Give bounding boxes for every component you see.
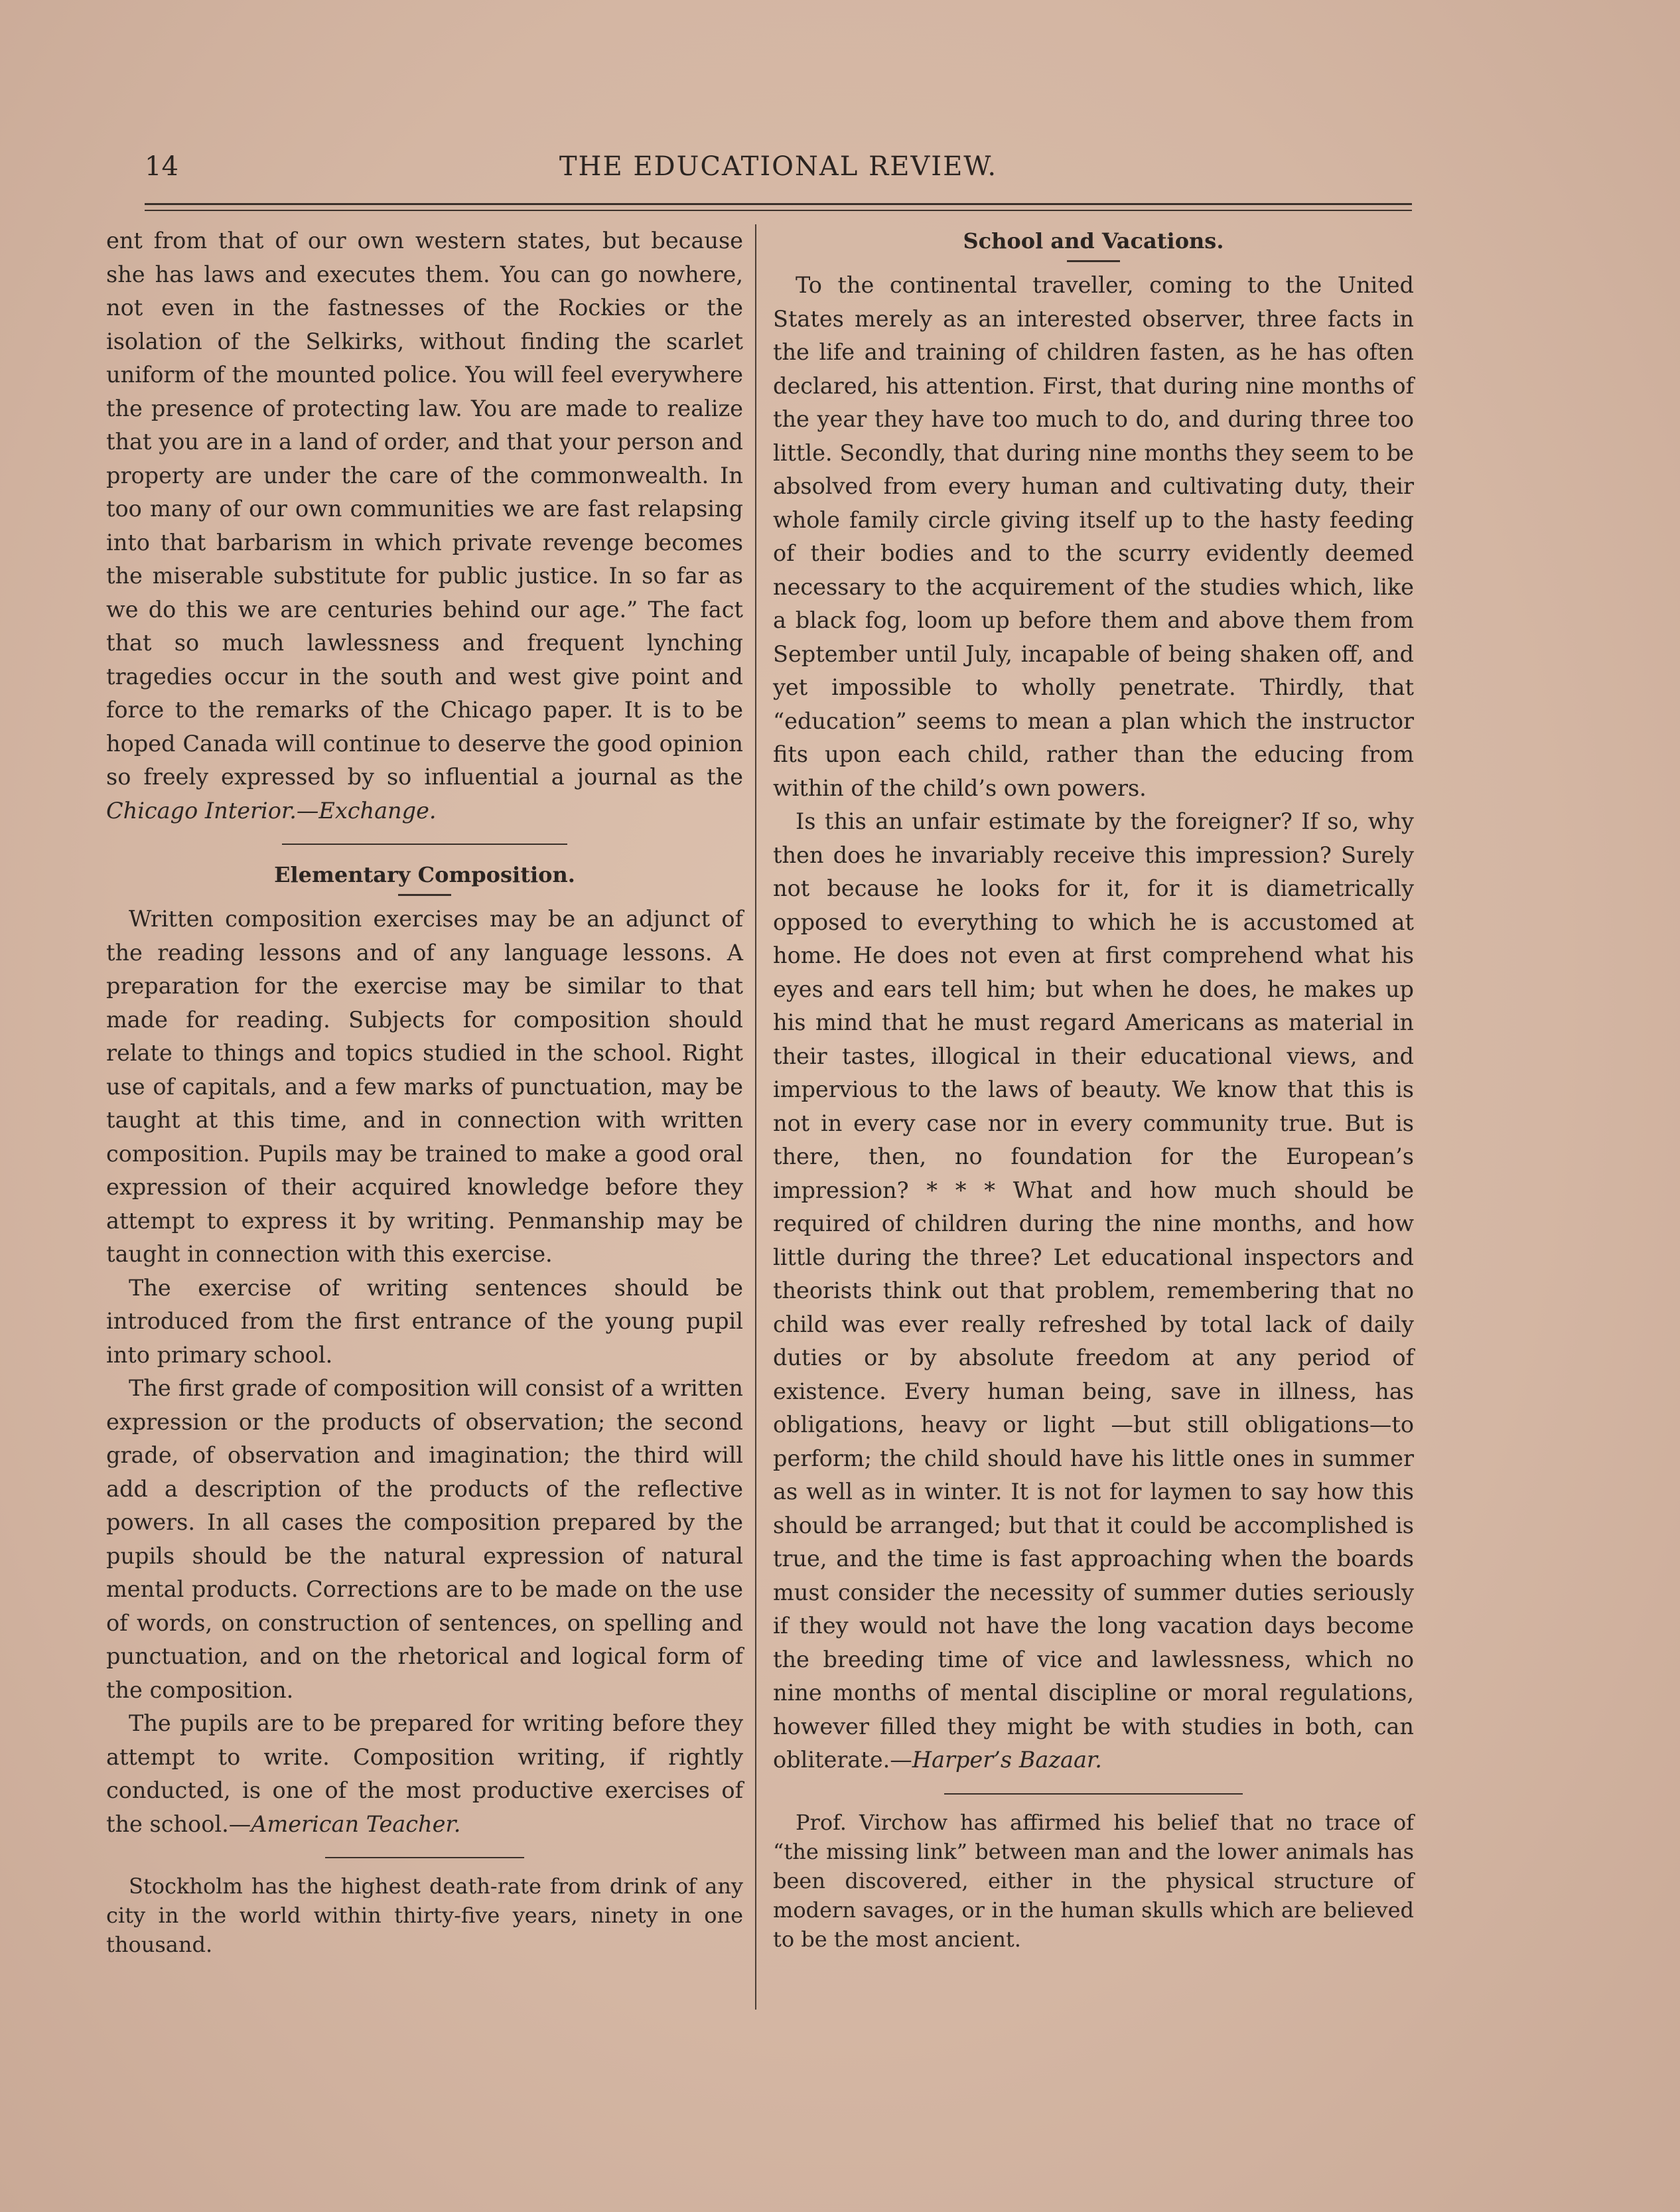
section-separator <box>282 844 567 845</box>
paragraph-source: American Teacher. <box>251 1810 461 1837</box>
virchow-note: Prof. Virchow has affirmed his belief that no trace of “the missing link” between man and the lower animals has been discovered, either in the physical structure of modern savages, or in the human skulls which are believed to be the most ancient. <box>773 1809 1414 1952</box>
note-separator <box>944 1793 1243 1795</box>
stockholm-note: Stockholm has the highest death-rate from drink of any city in the world within thirty-five years, ninety in one thousand. <box>106 1874 743 1957</box>
section-title-rule <box>398 894 451 896</box>
note-separator <box>325 1857 524 1858</box>
paragraph-text: Is this an unfair estimate by the foreigner? If so, why then does he invariably receive this impression? Surely not because he looks for it, for it is diametrically opposed to everything to which he is accustomed at home. He does not even at first comprehend what his eyes and ears tell him; but when he does, he makes up his mind that he must regard Americans as material in their tastes, illogical in their educational views, and impervious to the laws of beauty. We know that this is not in every case nor in every community true. But is there, then, no foundation for the European’s impression? * * * What and how much should be required of children during the nine months, and how little during the three? Let educational inspectors and theorists think out that problem, remembering that no child was ever really refreshed by total lack of daily duties or by absolute freedom at any period of existence. Every human being, save in illness, has obligations, heavy or light —but still obligations—to perform; the child should have his little ones in summer as well as in winter. It is not for laymen to say how this should be arranged; but that it could be accomplished is true, and the time is fast approaching when the boards must consider the necessity of summer duties seriously if they would not have the long vacation days become the breeding time of vice and lawlessness, which no nine months of mental discipline or moral regulations, however filled they might be with studies in both, can obliterate.— <box>773 808 1414 1773</box>
paragraph: Written composition exercises may be an adjunct of the reading lessons and of any language lessons. A preparation for the exercise may be similar to that made for reading. Subjects for composition should relate to things and topics studied in the school. Right use of capitals, and a few marks of punctuation, may be taught at this time, and in connection with written composition. Pupils may be trained to make a good oral expression of their acquired knowledge before they attempt to express it by writing. Penmanship may be taught in connection with this exercise. <box>106 906 743 1267</box>
section-title-elementary-composition: Elementary Composition. <box>274 862 575 887</box>
section-title-school-vacations: School and Vacations. <box>963 228 1224 254</box>
left-column <box>106 224 743 1959</box>
paragraph-source: Harper’s Bazaar. <box>912 1747 1102 1773</box>
column-divider <box>755 224 756 2010</box>
intro-paragraph <box>106 224 743 828</box>
journal-title: THE EDUCATIONAL REVIEW. <box>559 151 998 182</box>
intro-source: Chicago Interior.—Exchange. <box>106 797 437 824</box>
section-title-rule <box>1067 260 1120 262</box>
page-header <box>145 151 1412 191</box>
paragraph: To the continental traveller, coming to the United States merely as an interested observer, three facts in the life and training of children fasten, as he has often declared, his attention. First, that during nine months of the year they have too much to do, and during three too little. Secondly, that during nine months they seem to be absolved from every human and cultivating duty, their whole family circle giving itself up to the hasty feeding of their bodies and to the scurry evidently deemed necessary to the acquirement of the studies which, like a black fog, loom up before them and above them from September until July, incapable of being shaken off, and yet impossible to wholly penetrate. Thirdly, that “education” seems to mean a plan which the instructor fits upon each child, rather than the educing from within of the child’s own powers. <box>773 272 1414 801</box>
paragraph-text: The pupils are to be prepared for writing before they attempt to write. Composition writing, if rightly conducted, is one of the most productive exercises of the school.— <box>106 1710 743 1837</box>
paragraph: The first grade of composition will consist of a written expression or the products of observation; the second grade, of observation and imagination; the third will add a description of the products of the reflective powers. In all cases the composition prepared by the pupils should be the natural expression of natural mental products. Corrections are to be made on the use of words, on construction of sentences, on spelling and punctuation, and on the rhetorical and logical form of the composition. <box>106 1375 743 1703</box>
header-rule <box>145 203 1412 205</box>
right-column <box>773 224 1414 1954</box>
page-number: 14 <box>145 151 178 182</box>
paragraph-last <box>773 805 1414 1777</box>
paragraph-last <box>106 1707 743 1841</box>
paragraph: The exercise of writing sentences should be introduced from the first entrance of the young pupil into primary school. <box>106 1274 743 1368</box>
header-rule-secondary <box>145 210 1412 211</box>
intro-text: ent from that of our own western states, but because she has laws and executes them. You can go nowhere, not even in the fastnesses of the Rockies or the isolation of the Selkirks, without finding the scarlet uniform of the mounted police. You will feel everywhere the presence of protecting law. You are made to realize that you are in a land of order, and that your person and property are under the care of the commonwealth. In too many of our own communities we are fast relapsing into that barbarism in which private revenge becomes the miserable substitute for public justice. In so far as we do this we are centuries behind our age.” The fact that so much lawlessness and frequent lynching tragedies occur in the south and west give point and force to the remarks of the Chicago paper. It is to be hoped Canada will continue to deserve the good opinion so freely expressed by so influential a journal as the <box>106 228 743 790</box>
